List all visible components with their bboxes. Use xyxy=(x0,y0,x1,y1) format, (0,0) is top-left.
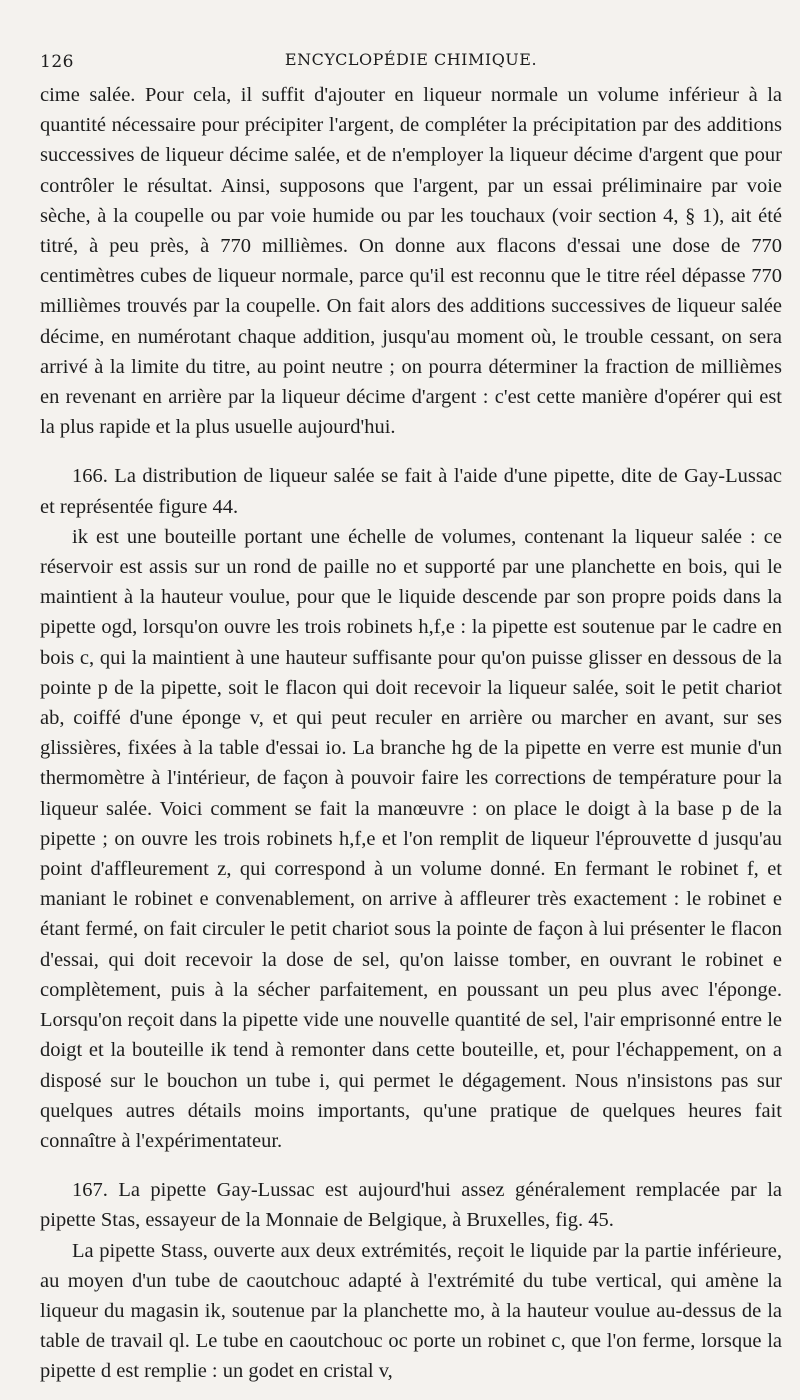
body-text xyxy=(40,80,782,1387)
paragraph-166: 166. La distribution de liqueur salée se fait à l'aide d'une pipette, dite de Gay-Lussac et représentée figure 44. xyxy=(40,465,782,518)
paragraph-167: 167. La pipette Gay-Lussac est aujourd'hui assez généralement remplacée par la pipette Stas, essayeur de la Monnaie de Belgique, à Bruxelles, fig. 45. xyxy=(40,1179,782,1232)
running-header xyxy=(40,42,782,80)
paragraph-pipette-description: ik est une bouteille portant une échelle de volumes, contenant la liqueur salée : ce réservoir est assis sur un rond de paille no et supporté par une planchette en bois, qui le maintient à la hauteur voulue, pour que le liquide descende par son propre poids dans la pipette ogd, lorsqu'on ouvre les trois robinets h,f,e : la pipette est soutenue par le cadre en bois c, qui la maintient à une hauteur suffisante pour qu'on puisse glisser en dessous de la pointe p de la pipette, soit le flacon qui doit recevoir la liqueur salée, soit le petit chariot ab, coiffé d'une éponge v, et qui peut reculer en arrière ou marcher en avant, sur ses glissières, fixées à la table d'essai io. La branche hg de la pipette en verre est munie d'un thermomètre à l'intérieur, de façon à pouvoir faire les corrections de température pour la liqueur salée. Voici comment se fait la manœuvre : on place le doigt à la base p de la pipette ; on ouvre les trois robinets h,f,e et l'on remplit de liqueur l'éprouvette d jusqu'au point d'affleurement z, qui correspond à un volume donné. En fermant le robinet f, et maniant le robinet e convenablement, on arrive à affleurer très exactement : le robinet e étant fermé, on fait circuler le petit chariot sous la pointe de façon à lui présenter le flacon d'essai, qui doit recevoir la dose de sel, qu'on laisse tomber, en ouvrant le robinet e complètement, puis à la sécher parfaitement, en poussant un peu plus avec l'éponge. Lorsqu'on reçoit dans la pipette vide une nouvelle quantité de sel, l'air emprisonné entre le doigt et la bouteille ik tend à remonter dans cette bouteille, et, pour l'échappement, on a disposé sur le bouchon un tube i, qui permet le dégagement. Nous n'insistons pas sur quelques autres détails moins importants, qu'une pratique de quelques heures fait connaître à l'expérimentateur. xyxy=(40,525,782,1152)
paragraph-stas-pipette: La pipette Stass, ouverte aux deux extrémités, reçoit le liquide par la partie inférieure, au moyen d'un tube de caoutchouc adapté à l'extrémité du tube vertical, qui amène la liqueur du magasin ik, soutenue par la planchette mo, à la hauteur voulue au-dessus de la table de travail ql. Le tube en caoutchouc oc porte un robinet c, que l'on ferme, lorsque la pipette d est remplie : un godet en cristal v, xyxy=(40,1239,782,1383)
running-title: ENCYCLOPÉDIE CHIMIQUE. xyxy=(284,50,538,69)
page-number: 126 xyxy=(40,52,74,72)
paragraph-continuation: cime salée. Pour cela, il suffit d'ajouter en liqueur normale un volume inférieur à la quantité nécessaire pour précipiter l'argent, de compléter la précipitation par des additions successives de liqueur décime salée, et de n'employer la liqueur décime d'argent que pour contrôler le résultat. Ainsi, supposons que l'argent, par un essai préliminaire par voie sèche, à la coupelle ou par voie humide ou par les touchaux (voir section 4, § 1), ait été titré, à peu près, à 770 millièmes. On donne aux flacons d'essai une dose de 770 centimètres cubes de liqueur normale, parce qu'il est reconnu que le titre réel dépasse 770 millièmes trouvés par la coupelle. On fait alors des additions successives de liqueur salée décime, en numérotant chaque addition, jusqu'au moment où, le trouble cessant, on sera arrivé à la limite du titre, au point neutre ; on pourra déterminer la fraction de millièmes en revenant en arrière par la liqueur décime d'argent : c'est cette manière d'opérer qui est la plus rapide et la plus usuelle aujourd'hui. xyxy=(40,84,782,439)
